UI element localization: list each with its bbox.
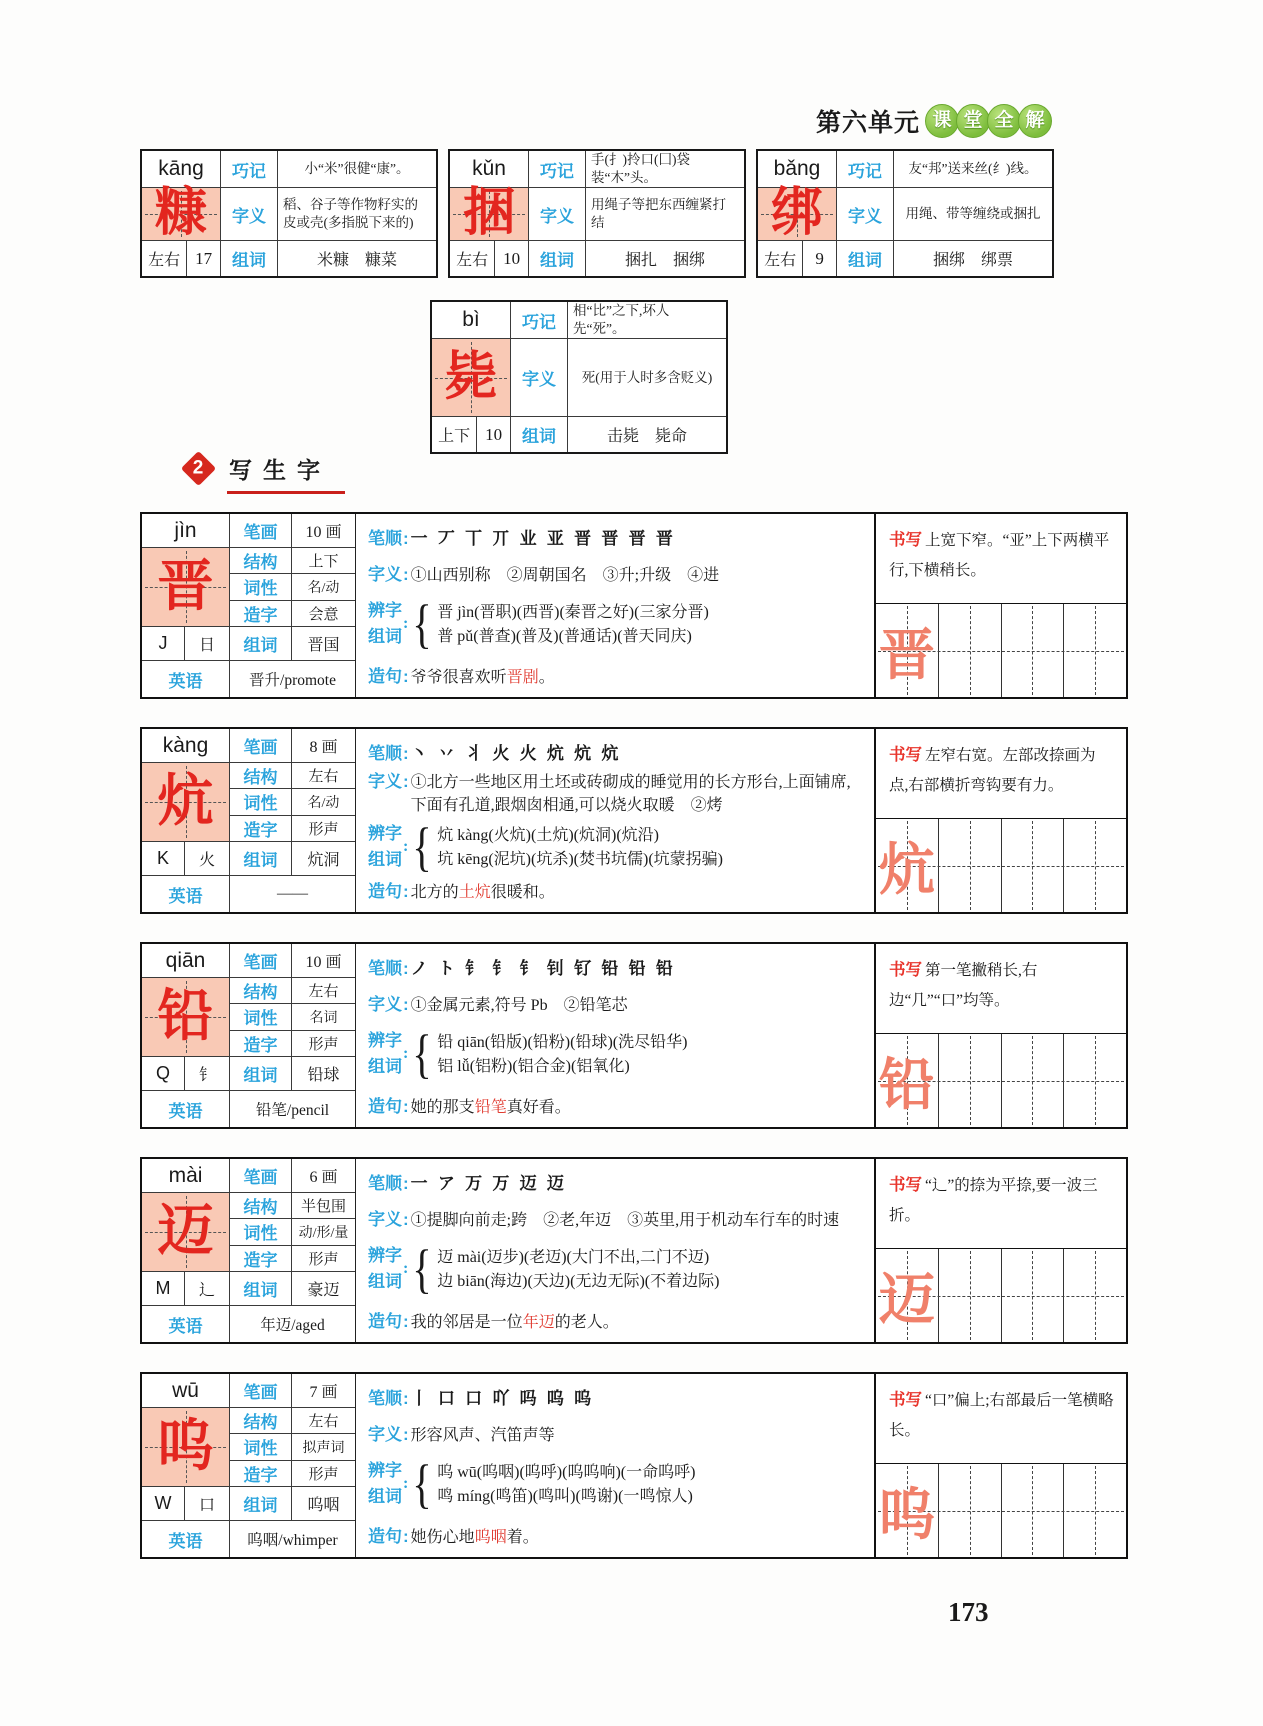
bishun-label: 笔顺 :	[368, 954, 411, 979]
main-character: 呜	[142, 1407, 229, 1486]
radical: 火	[184, 841, 229, 875]
section-title: 写生字	[227, 452, 345, 494]
practice-character: 炕	[878, 839, 935, 902]
structure-strokes: 左右 17	[142, 240, 220, 276]
bianzi-line: 坑 kēng(泥坑)(坑杀)(焚书坑儒)(坑蒙拐骗)	[437, 850, 723, 868]
brace-glyph: {	[412, 816, 433, 877]
yingyu-value: 呜咽/whimper	[229, 1520, 355, 1557]
write-card-jin	[140, 512, 1128, 699]
small-cards-row	[140, 149, 1054, 278]
ziyi-text: ①山西别称 ②周朝国名 ③升;升级 ④进	[410, 566, 720, 584]
bianzi-zuci-block	[368, 1024, 866, 1085]
zuci-label: 组词	[368, 850, 402, 870]
practice-cell	[1063, 1034, 1126, 1127]
writing-note: 书写 上宽下窄。“亚”上下两横平行,下横稍长。	[889, 531, 1110, 580]
practice-cell	[938, 604, 1001, 697]
ziyi-text: 形容风声、汽笛声等	[410, 1426, 555, 1444]
shuxie-label: 书写	[889, 531, 922, 549]
zuci-label: 组词	[368, 1272, 402, 1292]
bianzi-line: 迈 mài(迈步)(老迈)(大门不出,二门不迈)	[437, 1248, 710, 1266]
index-letter: M	[142, 1271, 184, 1305]
bishun-label: 笔顺 :	[368, 1169, 411, 1194]
small-card-kang	[140, 149, 438, 278]
zaoju-text: 她的那支铅笔真好看。	[410, 1098, 571, 1116]
stroke-order: 丨 口 口 吖 吗 呜 呜	[410, 1389, 595, 1408]
write-card-qian	[140, 942, 1128, 1129]
zuci-label: 组词	[229, 1486, 291, 1520]
qiaoji-text: 相“比”之下,坏人先“死”。	[567, 302, 726, 338]
colon: :	[403, 1260, 409, 1278]
bianzi-zuci-block	[368, 594, 866, 655]
jiegou-label: 结构	[229, 1407, 291, 1433]
bishun-label: 笔顺 :	[368, 1384, 411, 1409]
practice-cell	[938, 1034, 1001, 1127]
bianzi-label: 辨字	[368, 1031, 402, 1051]
shuxie-label: 书写	[889, 1176, 922, 1194]
zaoju-highlight: 年迈	[522, 1313, 555, 1331]
radical: 钅	[184, 1056, 229, 1090]
ziyi-label: 字义 :	[368, 1205, 411, 1230]
brand-bubble: 全	[987, 104, 1021, 138]
colon: :	[403, 1045, 409, 1063]
zaozi-label: 造字	[229, 1245, 291, 1271]
main-character: 毙	[432, 338, 510, 416]
zuci-label: 组词	[528, 240, 585, 276]
zuci-value: 晋国	[291, 626, 355, 660]
jiegou-value: 左右	[291, 1407, 355, 1433]
ziyi-text: 死(用于人时多含贬义)	[567, 338, 726, 416]
pinyin: bǎng	[773, 157, 821, 180]
zuci-label: 组词	[368, 627, 402, 647]
radical: 口	[184, 1486, 229, 1520]
writing-panel	[874, 1374, 1126, 1557]
cixing-value: 名/动	[291, 788, 355, 814]
practice-character: 晋	[878, 624, 935, 687]
practice-character: 呜	[878, 1484, 935, 1547]
practice-cell	[1001, 1034, 1064, 1127]
yingyu-label: 英语	[142, 875, 229, 912]
bihua-label: 笔画	[229, 944, 291, 977]
colon: :	[403, 838, 409, 856]
jiegou-value: 上下	[291, 547, 355, 573]
char-detail-panel	[356, 514, 874, 697]
section-header	[186, 452, 345, 494]
zuci-label: 组词	[229, 841, 291, 875]
zaoju-text: 北方的土炕很暖和。	[410, 883, 555, 901]
cixing-value: 名/动	[291, 573, 355, 599]
shuxie-label: 书写	[889, 961, 922, 979]
zuci-text: 捆扎 捆绑	[585, 240, 744, 276]
ziyi-label: 字义	[510, 338, 567, 416]
jiegou-label: 结构	[229, 762, 291, 788]
practice-cell	[1063, 1249, 1126, 1342]
bianzi-label: 辨字	[368, 1246, 402, 1266]
practice-cell	[876, 1034, 938, 1127]
brand-bubble: 堂	[956, 104, 990, 138]
brace-glyph: {	[412, 1239, 433, 1300]
cixing-value: 名词	[291, 1003, 355, 1029]
writing-panel	[874, 944, 1126, 1127]
qiaoji-label: 巧记	[510, 302, 567, 338]
stroke-order: ノ ト 钅 钅 钅 钊 钌 铅 铅 铅	[410, 959, 676, 978]
zuci-label: 组词	[836, 240, 893, 276]
yingyu-label: 英语	[142, 1305, 229, 1342]
zuci-label: 组词	[510, 416, 567, 452]
main-character: 糠	[142, 187, 220, 240]
write-card-wu	[140, 1372, 1128, 1559]
char-detail-panel	[356, 1159, 874, 1342]
index-letter: K	[142, 841, 184, 875]
zuci-value: 铅球	[291, 1056, 355, 1090]
zuci-label: 组词	[229, 626, 291, 660]
write-card-mai	[140, 1157, 1128, 1344]
write-card-kang2	[140, 727, 1128, 914]
small-card-kun	[448, 149, 746, 278]
practice-grid	[876, 1248, 1126, 1342]
zuci-label: 组词	[220, 240, 277, 276]
bianzi-line: 铅 qiān(铅版)(铅粉)(铅球)(洗尽铅华)	[437, 1033, 688, 1051]
practice-grid	[876, 1463, 1126, 1557]
bianzi-zuci-block	[368, 1239, 866, 1300]
bianzi-label: 辨字	[368, 1461, 402, 1481]
practice-cell	[938, 1249, 1001, 1342]
cixing-label: 词性	[229, 788, 291, 814]
cixing-label: 词性	[229, 1218, 291, 1244]
practice-cell	[1001, 604, 1064, 697]
pinyin: qiān	[165, 948, 206, 972]
zaozi-value: 会意	[291, 600, 355, 626]
zuci-label: 组词	[229, 1056, 291, 1090]
brand-bubble: 解	[1018, 104, 1052, 138]
bihua-value: 10 画	[291, 944, 355, 977]
bishun-label: 笔顺 :	[368, 524, 411, 549]
zuci-label: 组词	[368, 1057, 402, 1077]
bihua-label: 笔画	[229, 1374, 291, 1407]
bianzi-line: 铝 lǚ(铝粉)(铝合金)(铝氧化)	[437, 1057, 630, 1075]
index-letter: W	[142, 1486, 184, 1520]
zuci-label: 组词	[368, 1487, 402, 1507]
char-info-panel	[142, 729, 356, 912]
brace-glyph: {	[412, 1024, 433, 1085]
bianzi-line: 普 pǔ(普查)(普及)(普通话)(普天同庆)	[437, 627, 692, 645]
pinyin: kāng	[158, 157, 204, 180]
zaozi-value: 形声	[291, 1030, 355, 1056]
yingyu-label: 英语	[142, 1090, 229, 1127]
structure-strokes: 左右 9	[758, 240, 836, 276]
bihua-label: 笔画	[229, 1159, 291, 1192]
page-number: 173	[948, 1597, 989, 1627]
char-info-panel	[142, 1374, 356, 1557]
ziyi-label: 字义	[528, 187, 585, 240]
writing-note: 书写 “口”偏上;右部最后一笔横略长。	[889, 1391, 1114, 1440]
cixing-label: 词性	[229, 1433, 291, 1459]
main-character: 炕	[142, 762, 229, 841]
bianzi-label: 辨字	[368, 823, 402, 843]
practice-cell	[876, 1249, 938, 1342]
main-character: 晋	[142, 547, 229, 626]
zaoju-label: 造句 :	[368, 1522, 411, 1547]
zaozi-label: 造字	[229, 1460, 291, 1486]
pinyin: jìn	[174, 518, 197, 542]
practice-cell	[1063, 1464, 1126, 1557]
ziyi-label: 字义 :	[368, 1420, 411, 1445]
main-character: 迈	[142, 1192, 229, 1271]
char-info-panel	[142, 514, 356, 697]
writing-note: 书写 第一笔撇稍长,右边“几”“口”均等。	[889, 961, 1038, 1010]
bianzi-zuci-block	[368, 816, 866, 877]
zaoju-text: 我的邻居是一位年迈的老人。	[410, 1313, 619, 1331]
pinyin: kǔn	[472, 157, 506, 180]
yingyu-label: 英语	[142, 660, 229, 697]
brace-glyph: {	[412, 594, 433, 655]
small-card-bang	[756, 149, 1054, 278]
ziyi-text: 用绳子等把东西缠紧打结	[585, 187, 744, 240]
qiaoji-text: 友“邦”送来丝(纟)线。	[893, 151, 1052, 187]
ziyi-label: 字义	[836, 187, 893, 240]
index-letter: Q	[142, 1056, 184, 1090]
zuci-value: 豪迈	[291, 1271, 355, 1305]
char-detail-panel	[356, 944, 874, 1127]
shuxie-label: 书写	[889, 746, 922, 764]
zaozi-label: 造字	[229, 600, 291, 626]
structure-strokes: 上下 10	[432, 416, 510, 452]
section-number-badge: 2	[181, 451, 216, 486]
zuci-text: 捆绑 绑票	[893, 240, 1052, 276]
structure-strokes: 左右 10	[450, 240, 528, 276]
practice-cell	[876, 604, 938, 697]
writing-note: 书写 左窄右宽。左部改捺画为点,右部横折弯钩要有力。	[889, 746, 1096, 795]
cixing-value: 动/形/量	[291, 1218, 355, 1244]
index-letter: J	[142, 626, 184, 660]
zaoju-label: 造句 :	[368, 662, 411, 687]
radical: 日	[184, 626, 229, 660]
practice-character: 铅	[878, 1054, 935, 1117]
qiaoji-text: 小“米”很健“康”。	[277, 151, 436, 187]
zaozi-value: 形声	[291, 1245, 355, 1271]
ziyi-text: ①提脚向前走;跨 ②老,年迈 ③英里,用于机动车行车的时速	[410, 1211, 840, 1229]
jiegou-label: 结构	[229, 1192, 291, 1218]
main-character: 捆	[450, 187, 528, 240]
char-detail-panel	[356, 729, 874, 912]
practice-grid	[876, 1033, 1126, 1127]
yingyu-value: 年迈/aged	[229, 1305, 355, 1342]
bianzi-zuci-block	[368, 1454, 866, 1515]
jiegou-label: 结构	[229, 547, 291, 573]
zaoju-label: 造句 :	[368, 877, 411, 902]
stroke-order: 丶 丷 丬 火 火 炕 炕 炕	[410, 744, 622, 763]
brand-logo	[928, 104, 1052, 138]
zuci-label: 组词	[229, 1271, 291, 1305]
writing-panel	[874, 514, 1126, 697]
bihua-label: 笔画	[229, 514, 291, 547]
zaoju-label: 造句 :	[368, 1092, 411, 1117]
jiegou-value: 左右	[291, 977, 355, 1003]
bianzi-line: 鸣 míng(鸣笛)(鸣叫)(鸣谢)(一鸣惊人)	[437, 1487, 693, 1505]
radical: 辶	[184, 1271, 229, 1305]
ziyi-label: 字义 :	[368, 767, 411, 792]
pinyin: mài	[168, 1163, 203, 1187]
bianzi-label: 辨字	[368, 601, 402, 621]
char-info-panel	[142, 1159, 356, 1342]
cixing-label: 词性	[229, 1003, 291, 1029]
practice-cell	[876, 1464, 938, 1557]
bianzi-line: 边 biān(海边)(天边)(无边无际)(不着边际)	[437, 1272, 720, 1290]
bihua-label: 笔画	[229, 729, 291, 762]
zaozi-value: 形声	[291, 1460, 355, 1486]
ziyi-label: 字义 :	[368, 560, 411, 585]
bihua-value: 10 画	[291, 514, 355, 547]
qiaoji-label: 巧记	[836, 151, 893, 187]
pinyin: kàng	[162, 733, 209, 757]
zaoju-highlight: 呜咽	[474, 1528, 507, 1546]
writing-panel	[874, 729, 1126, 912]
yingyu-value: ——	[229, 875, 355, 912]
brace-glyph: {	[412, 1454, 433, 1515]
bihua-value: 6 画	[291, 1159, 355, 1192]
small-card-bi	[430, 300, 728, 454]
practice-cell	[1063, 604, 1126, 697]
colon: :	[403, 615, 409, 633]
bihua-value: 8 画	[291, 729, 355, 762]
bianzi-line: 炕 kàng(火炕)(土炕)(炕洞)(炕沿)	[437, 826, 659, 844]
zuci-text: 米糠 糠菜	[277, 240, 436, 276]
ziyi-label: 字义	[220, 187, 277, 240]
zaozi-label: 造字	[229, 815, 291, 841]
ziyi-text: ①金属元素,符号 Pb ②铅笔芯	[410, 996, 628, 1014]
zaozi-label: 造字	[229, 1030, 291, 1056]
zuci-text: 击毙 毙命	[567, 416, 726, 452]
cixing-label: 词性	[229, 573, 291, 599]
practice-cell	[1001, 1249, 1064, 1342]
char-detail-panel	[356, 1374, 874, 1557]
colon: :	[403, 1475, 409, 1493]
write-cards-list	[140, 512, 1128, 1559]
ziyi-text: 用绳、带等缠绕或捆扎	[893, 187, 1052, 240]
practice-cell	[876, 819, 938, 912]
stroke-order: 一 ア 万 万 迈 迈	[410, 1174, 567, 1193]
practice-character: 迈	[878, 1269, 935, 1332]
bishun-label: 笔顺 :	[368, 739, 411, 764]
char-info-panel	[142, 944, 356, 1127]
practice-cell	[1001, 819, 1064, 912]
zuci-value: 炕洞	[291, 841, 355, 875]
bihua-value: 7 画	[291, 1374, 355, 1407]
yingyu-label: 英语	[142, 1520, 229, 1557]
jiegou-value: 左右	[291, 762, 355, 788]
practice-cell	[1063, 819, 1126, 912]
zaoju-text: 爷爷很喜欢听晋剧。	[410, 668, 555, 686]
jiegou-label: 结构	[229, 977, 291, 1003]
practice-cell	[938, 1464, 1001, 1557]
shuxie-label: 书写	[889, 1391, 922, 1409]
bianzi-line: 晋 jìn(晋职)(西晋)(秦晋之好)(三家分晋)	[437, 603, 709, 621]
pinyin: wū	[172, 1378, 199, 1402]
yingyu-value: 晋升/promote	[229, 660, 355, 697]
qiaoji-label: 巧记	[528, 151, 585, 187]
zaozi-value: 形声	[291, 815, 355, 841]
practice-grid	[876, 818, 1126, 912]
zaoju-text: 她伤心地呜咽着。	[410, 1528, 539, 1546]
practice-grid	[876, 603, 1126, 697]
brand-bubble: 课	[925, 104, 959, 138]
writing-note: 书写 “辶”的捺为平捺,要一波三折。	[889, 1176, 1098, 1225]
jiegou-value: 半包围	[291, 1192, 355, 1218]
cixing-value: 拟声词	[291, 1433, 355, 1459]
zaoju-label: 造句 :	[368, 1307, 411, 1332]
qiaoji-label: 巧记	[220, 151, 277, 187]
practice-cell	[1001, 1464, 1064, 1557]
bianzi-line: 呜 wū(呜咽)(呜呼)(呜呜响)(一命呜呼)	[437, 1463, 696, 1481]
zaoju-highlight: 土炕	[458, 883, 491, 901]
stroke-order: 一 丆 丅 丌 业 亚 晋 晋 晋 晋	[410, 529, 676, 548]
practice-cell	[938, 819, 1001, 912]
main-character: 绑	[758, 187, 836, 240]
ziyi-text: ①北方一些地区用土坯或砖砌成的睡觉用的长方形台,上面铺席,下面有孔道,跟烟囱相通,可以烧火取暖 ②烤	[410, 774, 851, 815]
page-header	[816, 103, 1052, 139]
pinyin: bì	[462, 308, 480, 331]
writing-panel	[874, 1159, 1126, 1342]
ziyi-text: 稻、谷子等作物籽实的皮或壳(多指脱下来的)	[277, 187, 436, 240]
zaoju-highlight: 铅笔	[474, 1098, 507, 1116]
qiaoji-text: 手(扌)拎口(囗)袋装“木”头。	[585, 151, 744, 187]
main-character: 铅	[142, 977, 229, 1056]
ziyi-label: 字义 :	[368, 990, 411, 1015]
zaoju-highlight: 晋剧	[506, 668, 539, 686]
yingyu-value: 铅笔/pencil	[229, 1090, 355, 1127]
zuci-value: 呜咽	[291, 1486, 355, 1520]
unit-title: 第六单元	[816, 109, 921, 137]
